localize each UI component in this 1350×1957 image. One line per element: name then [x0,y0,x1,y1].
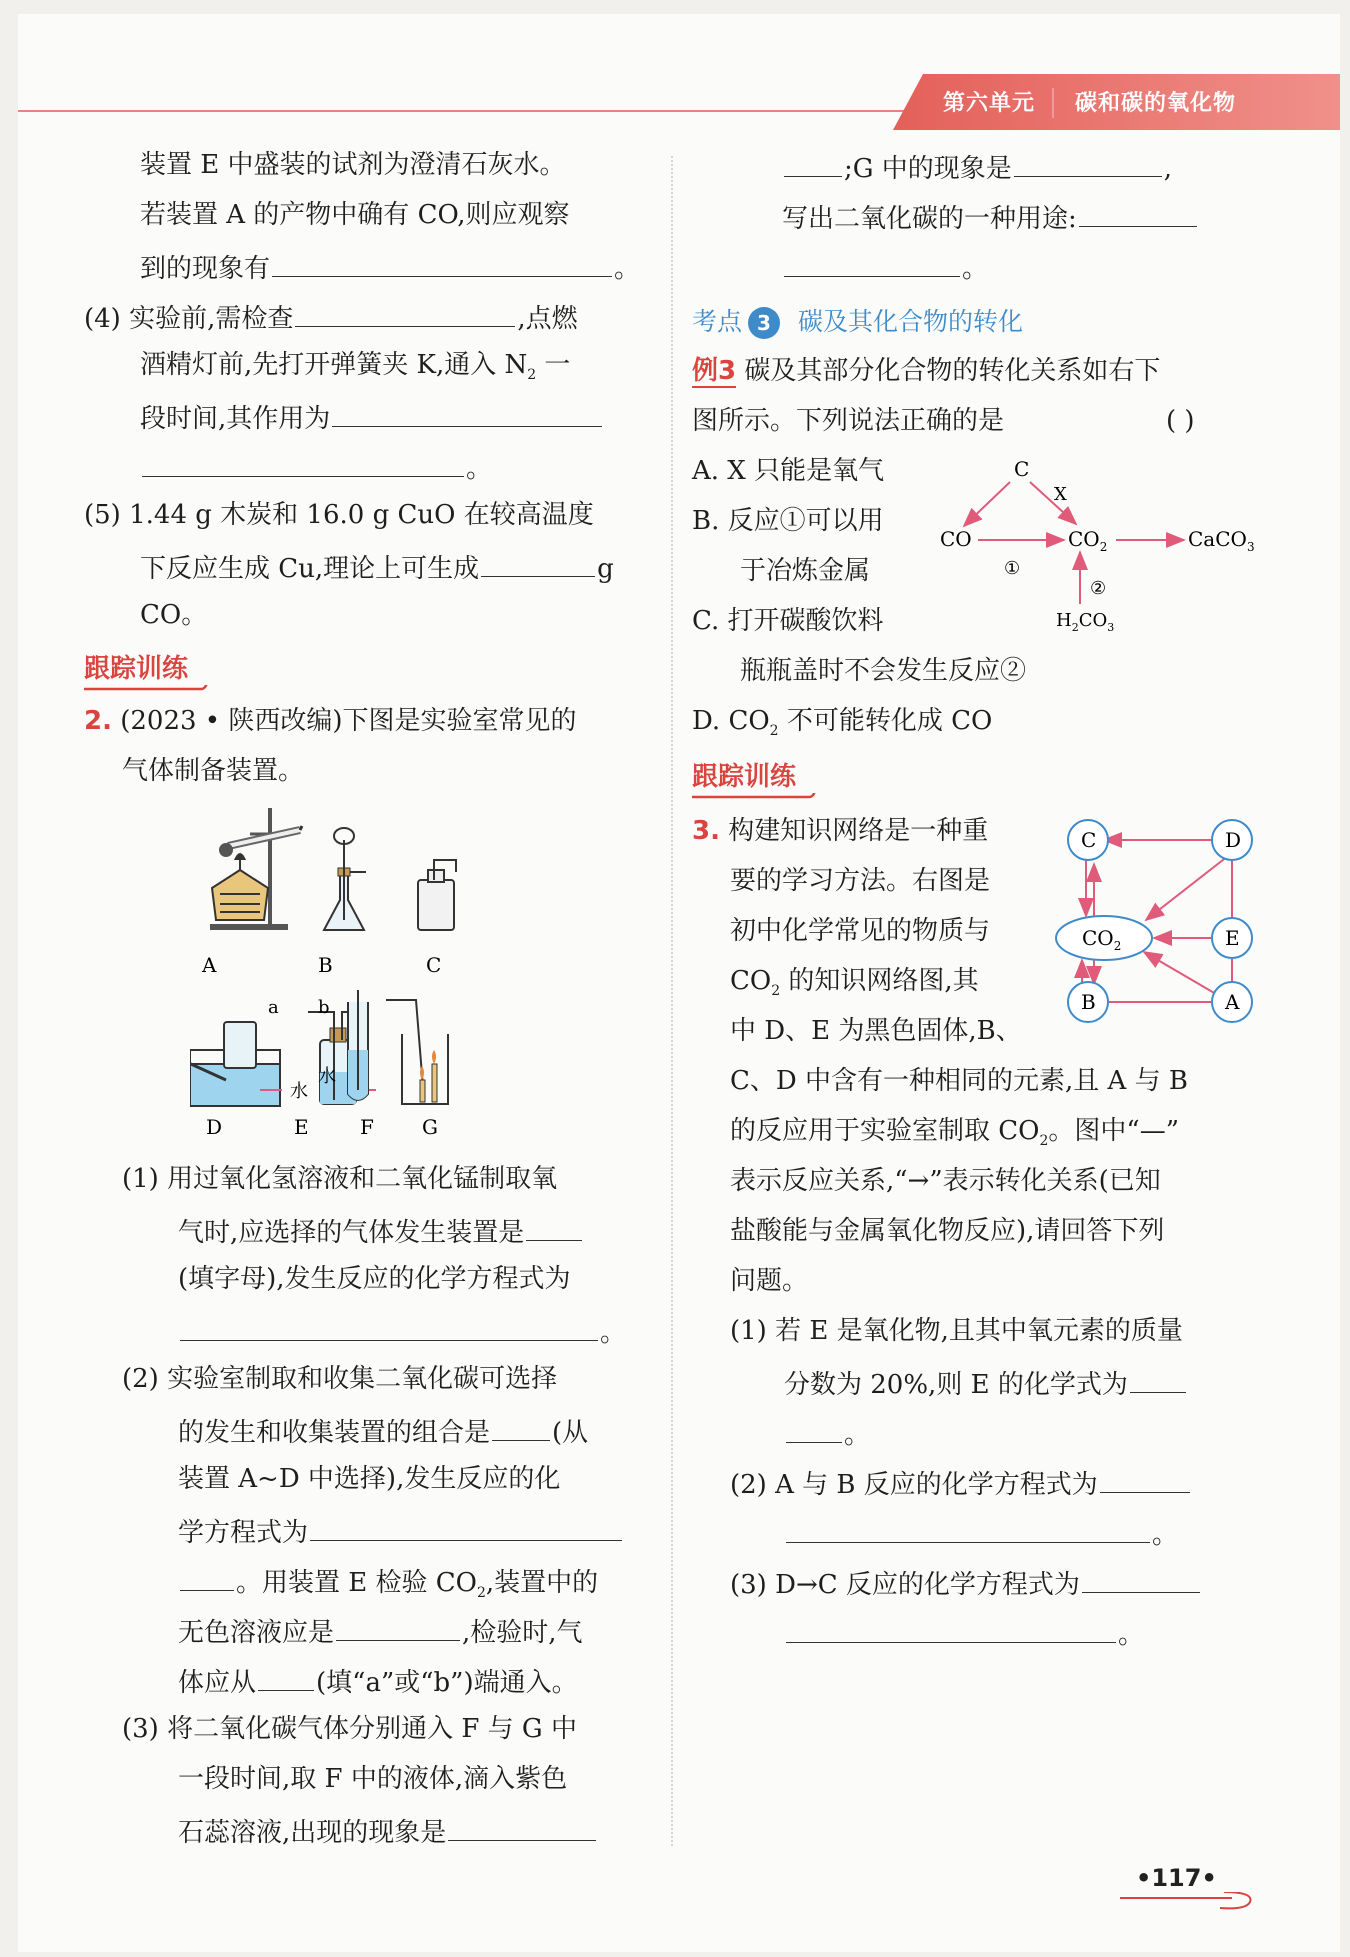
apparatus-figure [190,800,590,1145]
answer-blank[interactable] [448,1814,596,1841]
arrow-c-to-co [964,482,1010,526]
apparatus-b [324,828,366,930]
option-a: A. X 只能是氧气 [692,456,885,486]
node-c: C [1014,457,1030,481]
node-e-label: E [1225,926,1240,950]
arrow-d-to-co2 [1146,856,1228,920]
p1-line-3 [784,1416,870,1450]
s3-line-2: 一段时间,取 F 中的液体,滴入紫色 [178,1764,568,1794]
kaodian-number: 3 [748,307,780,339]
text: 无色溶液应是 [178,1618,335,1648]
text: 学方程式为 [178,1518,309,1548]
water-label-d: 水 [290,1081,308,1102]
text: 分数为 20%,则 E 的化学式为 [784,1370,1128,1400]
text: (填“a”或“b”)端通入。 [316,1668,578,1698]
node-a-label: A [1225,990,1240,1014]
heading-text: 跟踪训练 [84,654,189,684]
answer-blank[interactable] [1082,1566,1200,1593]
subscript: 2 [771,983,781,999]
example-line-2: 图所示。下列说法正确的是 [692,406,1005,436]
answer-paren[interactable]: ( ) [1166,406,1195,436]
q3-line-1 [692,816,988,846]
s2-line-5 [178,1564,598,1602]
node-co2 [1068,527,1107,554]
q3-line-4 [730,966,979,1000]
node-caco3 [1188,527,1255,554]
answer-blank[interactable] [258,1664,314,1691]
s3-line-3 [178,1814,598,1848]
s2-line-6 [178,1614,583,1648]
text: 的发生和收集装置的组合是 [178,1418,491,1448]
q5-line-3: CO。 [140,600,208,630]
subscript: 2 [527,367,537,383]
text: CO [730,966,772,996]
page-number: •117• [1136,1864,1217,1892]
subscript: 2 [1039,1133,1049,1149]
answer-blank[interactable] [310,1514,622,1541]
example-label: 例3 [692,356,737,386]
text: 下反应生成 Cu,理论上可生成 [140,554,480,584]
apparatus-d [190,1016,282,1106]
answer-blank[interactable] [1079,200,1197,227]
apparatus-f [348,990,368,1100]
s2-line-1: (2) 实验室制取和收集二氧化碳可选择 [122,1364,558,1394]
answer-blank[interactable] [332,400,602,427]
subscript: 3 [1246,540,1255,554]
text: 。 [1118,1620,1145,1650]
apparatus-g [386,1000,448,1104]
q3-line-8: 表示反应关系,“→”表示转化关系(已知 [730,1166,1161,1196]
answer-blank[interactable] [1130,1366,1186,1393]
text: 。 [962,254,989,284]
page-number-swoosh [1120,1892,1260,1916]
answer-blank[interactable] [142,450,464,477]
q3-line-5: 中 D、E 为黑色固体,B、 [730,1016,1022,1046]
text: 构建知识网络是一种重 [728,816,989,846]
q4-line-4 [140,450,492,484]
text: 。 [614,254,641,284]
text: CaCO [1188,527,1247,551]
subscript: 2 [476,1585,486,1601]
text: 。用装置 E 检验 CO [236,1568,477,1598]
label-d: D [206,1115,223,1139]
q3-line-2: 要的学习方法。右图是 [730,866,991,896]
text: CO [1068,527,1100,551]
p1-line-2 [784,1366,1188,1400]
text: 不可能转化成 CO [778,706,993,736]
text: 体应从 [178,1668,257,1698]
q2-line-1 [84,706,577,736]
subscript: 2 [769,723,779,739]
option-b-1: B. 反应①可以用 [692,506,884,536]
s2-line-3: 装置 A~D 中选择),发生反应的化 [178,1464,561,1494]
answer-blank[interactable] [786,1516,1150,1543]
arrow-a-to-co2 [1144,952,1216,994]
text: 。 [600,1318,627,1348]
text: ;G 中的现象是 [844,154,1012,184]
question-number: 3. [692,816,720,846]
option-d [692,706,992,740]
text: CO [1082,926,1114,950]
reaction-2-label: ② [1090,578,1107,599]
label-x: X [1054,484,1067,505]
answer-blank[interactable] [1100,1466,1190,1493]
question-number: 2. [84,706,112,736]
left-line-2: 若装置 A 的产物中确有 CO,则应观察 [140,200,570,230]
p1-line-1: (1) 若 E 是氧化物,且其中氧元素的质量 [730,1316,1183,1346]
p2-line-1 [730,1466,1192,1500]
label-e: E [294,1115,309,1139]
s2-line-2 [178,1414,588,1448]
answer-blank[interactable] [1014,150,1162,177]
answer-blank[interactable] [295,300,515,327]
carbon-transformation-diagram [938,454,1258,644]
option-c-1: C. 打开碳酸饮料 [692,606,884,636]
text: (3) D→C 反应的化学方程式为 [730,1570,1080,1600]
answer-blank[interactable] [784,150,842,177]
answer-blank[interactable] [180,1314,598,1341]
text: 酒精灯前,先打开弹簧夹 K,通入 N [140,350,528,380]
text: CO [1078,610,1108,631]
q4-line-2 [140,350,570,384]
text: 的知识网络图,其 [780,966,979,996]
text: H [1056,610,1072,631]
s1-line-3: (填字母),发生反应的化学方程式为 [178,1264,571,1294]
topic-label: 碳和碳的氧化物 [1075,91,1237,116]
label-c: C [426,953,442,977]
answer-blank[interactable] [336,1614,460,1641]
text: 石蕊溶液,出现的现象是 [178,1818,447,1848]
column-divider [671,156,673,1846]
kaodian-heading [692,302,1023,339]
left-line-3 [140,250,640,284]
answer-blank[interactable] [180,1564,234,1591]
kaodian-label: 考点 [692,307,743,336]
q4-line-1 [84,300,578,334]
left-line-1: 装置 E 中盛装的试剂为澄清石灰水。 [140,150,566,180]
text: 段时间,其作用为 [140,404,331,434]
q4-line-3 [140,400,604,434]
subscript: 2 [1099,540,1108,554]
text: ,点燃 [517,304,578,334]
s1-line-1: (1) 用过氧化氢溶液和二氧化锰制取氧 [122,1164,558,1194]
q5-line-1: (5) 1.44 g 木炭和 16.0 g CuO 在较高温度 [84,500,594,530]
s2-line-7 [178,1664,578,1698]
s1-line-2 [178,1214,584,1248]
subscript: 2 [1071,621,1079,634]
label-a: A [202,953,217,977]
answer-blank[interactable] [492,1414,550,1441]
s3-line-1: (3) 将二氧化碳气体分别通入 F 与 G 中 [122,1714,577,1744]
right-line-3 [782,250,988,284]
label-b: B [318,953,333,977]
p2-line-2 [784,1516,1178,1550]
heading-text: 跟踪训练 [692,762,797,792]
tracking-training-heading-2 [692,756,796,793]
text: 到的现象有 [140,254,271,284]
arrow-c-to-co2 [1030,482,1076,524]
port-b-label: b [318,997,330,1018]
water-label-e: 水 [318,1066,336,1087]
answer-blank[interactable] [786,1416,842,1443]
text: ,装置中的 [485,1568,599,1598]
text: 写出二氧化碳的一种用途: [782,204,1077,234]
tracking-training-heading-1 [84,648,188,685]
answer-blank[interactable] [481,550,595,577]
q3-line-6: C、D 中含有一种相同的元素,且 A 与 B [730,1066,1188,1096]
subscript: 2 [1113,939,1122,953]
apparatus-c [418,860,456,930]
q3-line-3: 初中化学常见的物质与 [730,916,991,946]
heading-underline [692,793,816,799]
port-a-label: a [268,997,279,1018]
text: 。 [1152,1520,1179,1550]
reaction-1-label: ① [1004,558,1021,579]
text: (2) A 与 B 反应的化学方程式为 [730,1470,1098,1500]
text: (从 [552,1418,589,1448]
q3-line-10: 问题。 [730,1266,809,1296]
unit-label: 第六单元 [943,91,1036,116]
node-c-label: C [1081,828,1097,852]
text: 。 [844,1420,871,1450]
text: 的反应用于实验室制取 CO [730,1116,1040,1146]
text: g [597,554,614,584]
node-d-label: D [1225,828,1242,852]
answer-blank[interactable] [272,250,612,277]
answer-blank[interactable] [526,1214,582,1241]
kaodian-title: 碳及其化合物的转化 [798,307,1024,336]
label-f: F [360,1115,374,1139]
knowledge-network-diagram [1050,808,1270,1038]
text: D. CO [692,706,770,736]
q5-line-2 [140,550,614,584]
answer-blank[interactable] [784,250,960,277]
option-c-2: 瓶瓶盖时不会发生反应② [740,656,1027,686]
example-line-1 [692,356,1160,386]
text: (4) 实验前,需检查 [84,304,294,334]
p3-line-2 [784,1616,1144,1650]
text: 。 [466,454,493,484]
text: 一 [536,350,571,380]
text: (2023 • 陕西改编)下图是实验室常见的 [120,706,577,736]
unit-banner [893,74,1340,130]
text: , [1163,154,1173,184]
s1-line-4 [178,1314,626,1348]
right-line-1 [782,150,1172,184]
text: 。图中“—” [1048,1116,1179,1146]
label-g: G [422,1115,438,1139]
apparatus-a [210,808,302,930]
answer-blank[interactable] [786,1616,1116,1643]
s2-line-4 [178,1514,624,1548]
option-b-2: 于冶炼金属 [740,556,871,586]
text: 气时,应选择的气体发生装置是 [178,1218,525,1248]
q3-line-7 [730,1116,1179,1150]
node-b-label: B [1081,990,1096,1014]
node-h2co3 [1056,610,1114,634]
heading-underline [84,685,208,691]
q3-line-9: 盐酸能与金属氧化物反应),请回答下列 [730,1216,1165,1246]
text: ,检验时,气 [462,1618,583,1648]
q2-line-2: 气体制备装置。 [122,756,305,786]
text: 碳及其部分化合物的转化关系如右下 [744,356,1161,386]
node-co: CO [940,527,972,551]
p3-line-1 [730,1566,1202,1600]
right-line-2 [782,200,1199,234]
subscript: 3 [1107,621,1115,634]
